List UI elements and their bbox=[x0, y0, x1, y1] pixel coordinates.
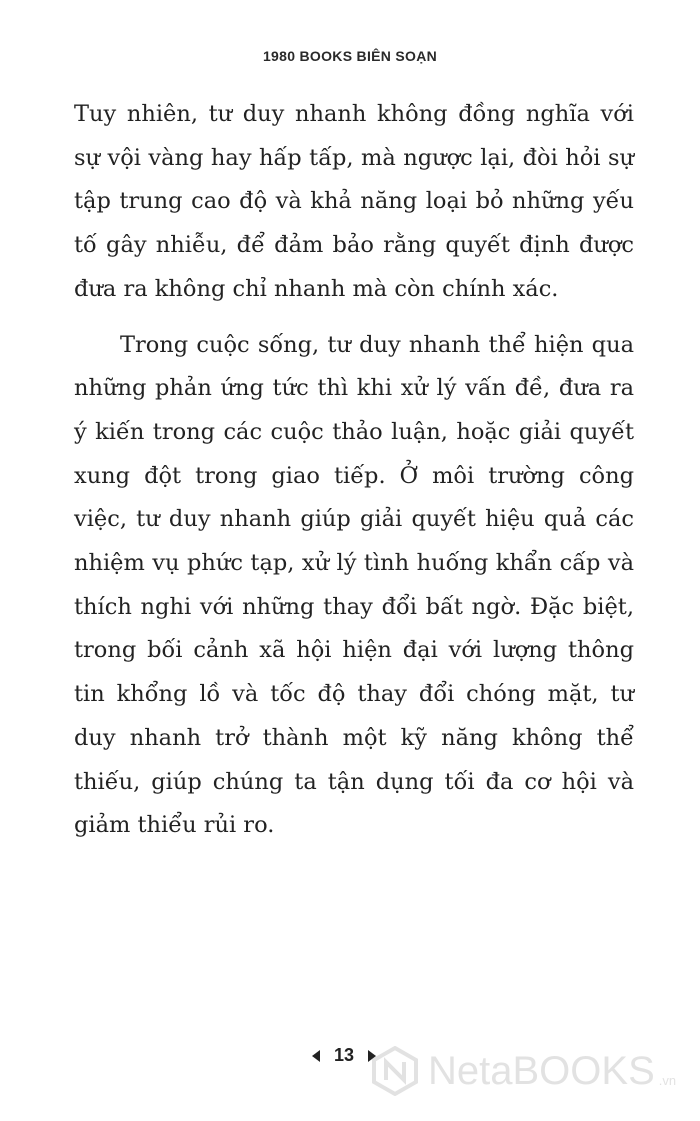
neta-logo-icon bbox=[370, 1046, 420, 1096]
watermark-suffix: .vn bbox=[658, 1072, 677, 1088]
paragraph-1: Tuy nhiên, tư duy nhanh không đồng nghĩa với sự vội vàng hay hấp tấp, mà ngược lại, đòi hỏi sự tập trung cao độ và khả năng loại bỏ những yếu tố gây nhiễu, để đảm bảo rằng quyết định được đưa ra không chỉ nhanh mà còn chính xác. bbox=[74, 101, 634, 302]
page-number: 13 bbox=[334, 1045, 355, 1065]
paragraph-2: Trong cuộc sống, tư duy nhanh thể hiện qua những phản ứng tức thì khi xử lý vấn đề, đưa ra ý kiến trong các cuộc thảo luận, hoặc giải quyết xung đột trong giao tiếp. Ở môi trường công việc, tư duy nhanh giúp giải quyết hiệu quả các nhiệm vụ phức tạp, xử lý tình huống khẩn cấp và thích nghi với những thay đổi bất ngờ. Đặc biệt, trong bối cảnh xã hội hiện đại với lượng thông tin khổng lồ và tốc độ thay đổi chóng mặt, tư duy nhanh trở thành một kỹ năng không thể thiếu, giúp chúng ta tận dụng tối đa cơ hội và giảm thiểu rủi ro. bbox=[74, 331, 634, 839]
previous-page-arrow-icon[interactable] bbox=[312, 1050, 320, 1062]
watermark-brand: NetaBOOKS bbox=[428, 1048, 655, 1093]
watermark bbox=[370, 1046, 676, 1096]
body-text bbox=[74, 93, 634, 848]
page-navigation bbox=[312, 1045, 376, 1066]
running-header: 1980 BOOKS BIÊN SOẠN bbox=[262, 48, 438, 64]
